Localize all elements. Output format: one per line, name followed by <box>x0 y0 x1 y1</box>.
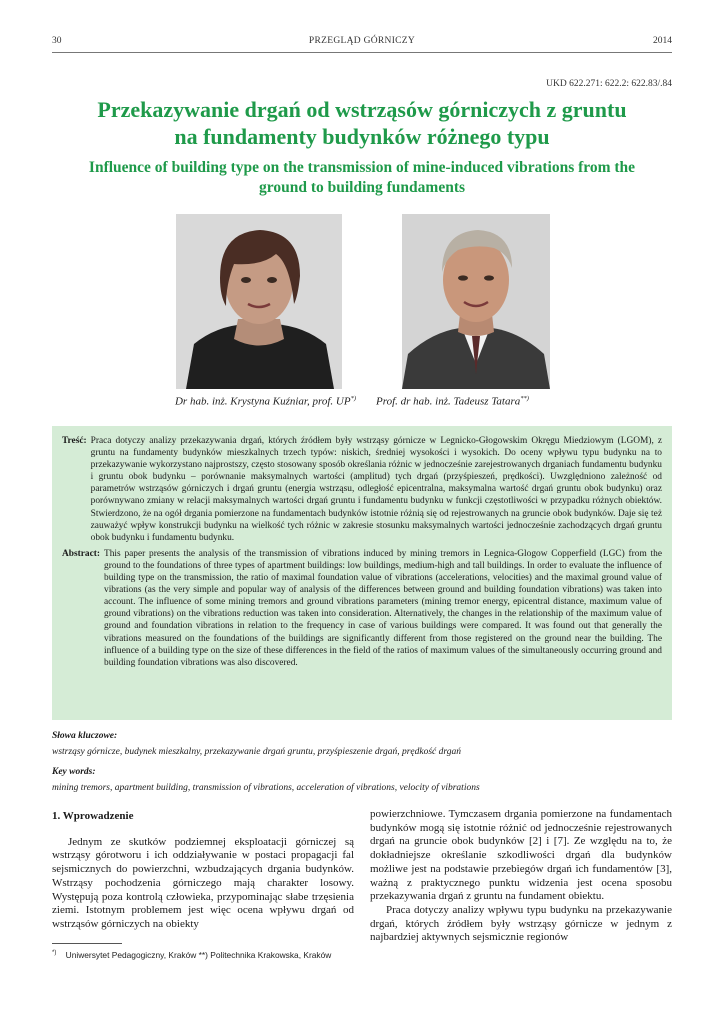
keywords-english-text: mining tremors, apartment building, transmission of vibrations, acceleration of vibrations, velocity of vibrations <box>52 783 480 793</box>
abstract-polish <box>62 435 662 544</box>
keywords-polish-label: Słowa kluczowe: <box>52 731 118 741</box>
header-divider <box>52 52 672 53</box>
author-photo-2 <box>402 214 550 389</box>
author-photo-1 <box>176 214 342 389</box>
section-heading-introduction: 1. Wprowadzenie <box>52 810 134 822</box>
footnote-affiliations <box>52 950 358 960</box>
author-affiliation-mark-1: *) <box>350 395 356 402</box>
paper-title <box>40 96 684 150</box>
abstract-english-label: Abstract: <box>62 548 101 559</box>
keywords-english-label: Key words: <box>52 767 96 777</box>
paper-subtitle-line-1: Influence of building type on the transmission of mine-induced vibrations from the <box>88 159 636 176</box>
footnote-mark: *) <box>52 950 57 957</box>
page-number: 30 <box>52 36 62 46</box>
abstract-polish-label: Treść: <box>62 436 87 446</box>
author-portrait-man <box>402 214 550 389</box>
journal-name: PRZEGLĄD GÓRNICZY <box>308 36 416 46</box>
body-paragraph-1: Jednym ze skutków podziemnej eksploatacji górniczej są wstrząsy górotworu i ich oddziaływanie w postaci propagacji fal sejsmicznych do powierzchni, wzbudzających drgania budynków. Wstrząsy pochodzenia górniczego mają charakter losowy. Występują poza kontrolą człowieka, przypominając słabe trzęsienia ziemi. Istotnym problemem jest więc ocena wpływu drgań od wstrząsów górniczych na obiekty <box>52 835 354 930</box>
keywords-english <box>52 766 672 794</box>
abstract-english <box>62 548 662 669</box>
footnote-text: Uniwersytet Pedagogiczny, Kraków **) Politechnika Krakowska, Kraków <box>65 950 332 960</box>
body-paragraph-2: Praca dotyczy analizy wpływu typu budynku na przekazywanie drgań, których źródłem były wstrząsy górnicze w jednym z najbardziej aktywnych sejsmicznie regionów <box>370 903 672 944</box>
body-column-left <box>52 808 354 932</box>
author-affiliation-mark-2: **) <box>520 395 529 402</box>
author-caption-1 <box>116 395 356 408</box>
paper-subtitle-line-2: ground to building fundaments <box>258 179 466 196</box>
abstract-box <box>52 426 672 720</box>
paper-title-line-1: Przekazywanie drgań od wstrząsów górniczych z gruntu <box>97 97 627 122</box>
paper-title-line-2: na fundamenty budynków różnego typu <box>174 124 550 149</box>
keywords-polish-text: wstrząsy górnicze, budynek mieszkalny, przekazywanie drgań gruntu, przyśpieszenie drgań, prędkość drgań <box>52 747 461 757</box>
body-paragraph-1-continued: powierzchniowe. Tymczasem drgania pomierzone na fundamentach budynków mogą się istotnie różnić od jednocześnie rejestrowanych drgań na gruncie obok budynków [2] i [7]. Ze względu na to, że dokładniejsze określanie szkodliwości drgań dla budynków możliwe jest na podstawie przebiegów drgań ich fundamentów [3], ważną z praktycznego punktu widzenia jest ocena sposobu przekazywania drgań z gruntu na fundament obiektu. <box>370 808 672 903</box>
ukd-classification: UKD 622.271: 622.2: 622.83/.84 <box>546 79 672 89</box>
body-column-right <box>370 808 672 945</box>
paper-subtitle-english <box>40 158 684 198</box>
abstract-polish-text: Praca dotyczy analizy przekazywania drgań, których źródłem były wstrząsy górnicze w Legnicko-Głogowskim Okręgu Miedziowym (LGOM), z gruntu na fundamenty budynków mieszkalnych trzech typów: niskich, średniej wysokości i wysokich. Do oceny wpływu typu budynku na to przekazywanie wykorzystano najprostszy, często stosowany sposób określania różnic w jednocześnie zarejestrowanych drganiach fundamentu budynku i gruntu obok budynku – porównanie maksymalnych wartości (amplitud) tych drgań (przyśpieszeń, prędkości). Uwzględniono zależność od parametrów wstrząsów górniczych i drgań gruntu (energia wstrząsu, odległość epicentralna, maksymalna wartość drgań gruntu obok budynku) oraz porównywano zmiany w relacji maksymalnych wartości drgań gruntu i fundamentu budynku w funkcji częstotliwości w przypadku różnych obiektów. Stwierdzono, że na ogół drgania pomierzone na fundamentach budynków istotnie różnią się od rejestrowanych na gruncie obok budynków. Daje się też zauważyć wpływ konstrukcji budynku na wielkość tych różnic w zakresie stosunku maksymalnych wartości jednocześnie zachodzących drgań gruntu obok budynku i fundamentu budynku. <box>90 436 662 543</box>
author-caption-2 <box>376 395 596 408</box>
journal-year: 2014 <box>653 36 672 46</box>
author-name-2: Prof. dr hab. inż. Tadeusz Tatara <box>376 395 521 408</box>
footnote-divider <box>52 943 122 944</box>
keywords-polish <box>52 730 672 758</box>
author-name-1: Dr hab. inż. Krystyna Kuźniar, prof. UP <box>174 395 351 408</box>
abstract-english-text: This paper presents the analysis of the transmission of vibrations induced by mining tremors in Legnica-Glogow Copperfield (LGC) from the ground to the foundations of three types of apartment buildings: low buildings, medium-high and tall buildings. In order to evaluate the influence of building type on the transmission, the ratio of maximal foundation value of vibrations (accelerations, velocities) and the maximal ground value of vibrations (as the very simple and popular way of analysis of the differences between ground and building foundation vibrations) was taken into account. The influence of some mining tremors and ground vibrations parameters (mining tremor energy, epicentral distance, maximum value of ground vibrations) on the vibrations reduction was taken into consideration. Alternatively, the changes in the relationship of the maximum value of ground and foundation vibrations in relation to the frequency in case of various buildings were compared. It was found out that generally the vibrations measured on the foundations of the buildings are significantly different from those registered on the ground near the building. The influence of a building type on the size of these differences in the field of the ratios of maximum values of the simultaneously occurring ground and building foundation vibrations was also discovered. <box>104 548 662 668</box>
author-portrait-woman <box>176 214 342 389</box>
